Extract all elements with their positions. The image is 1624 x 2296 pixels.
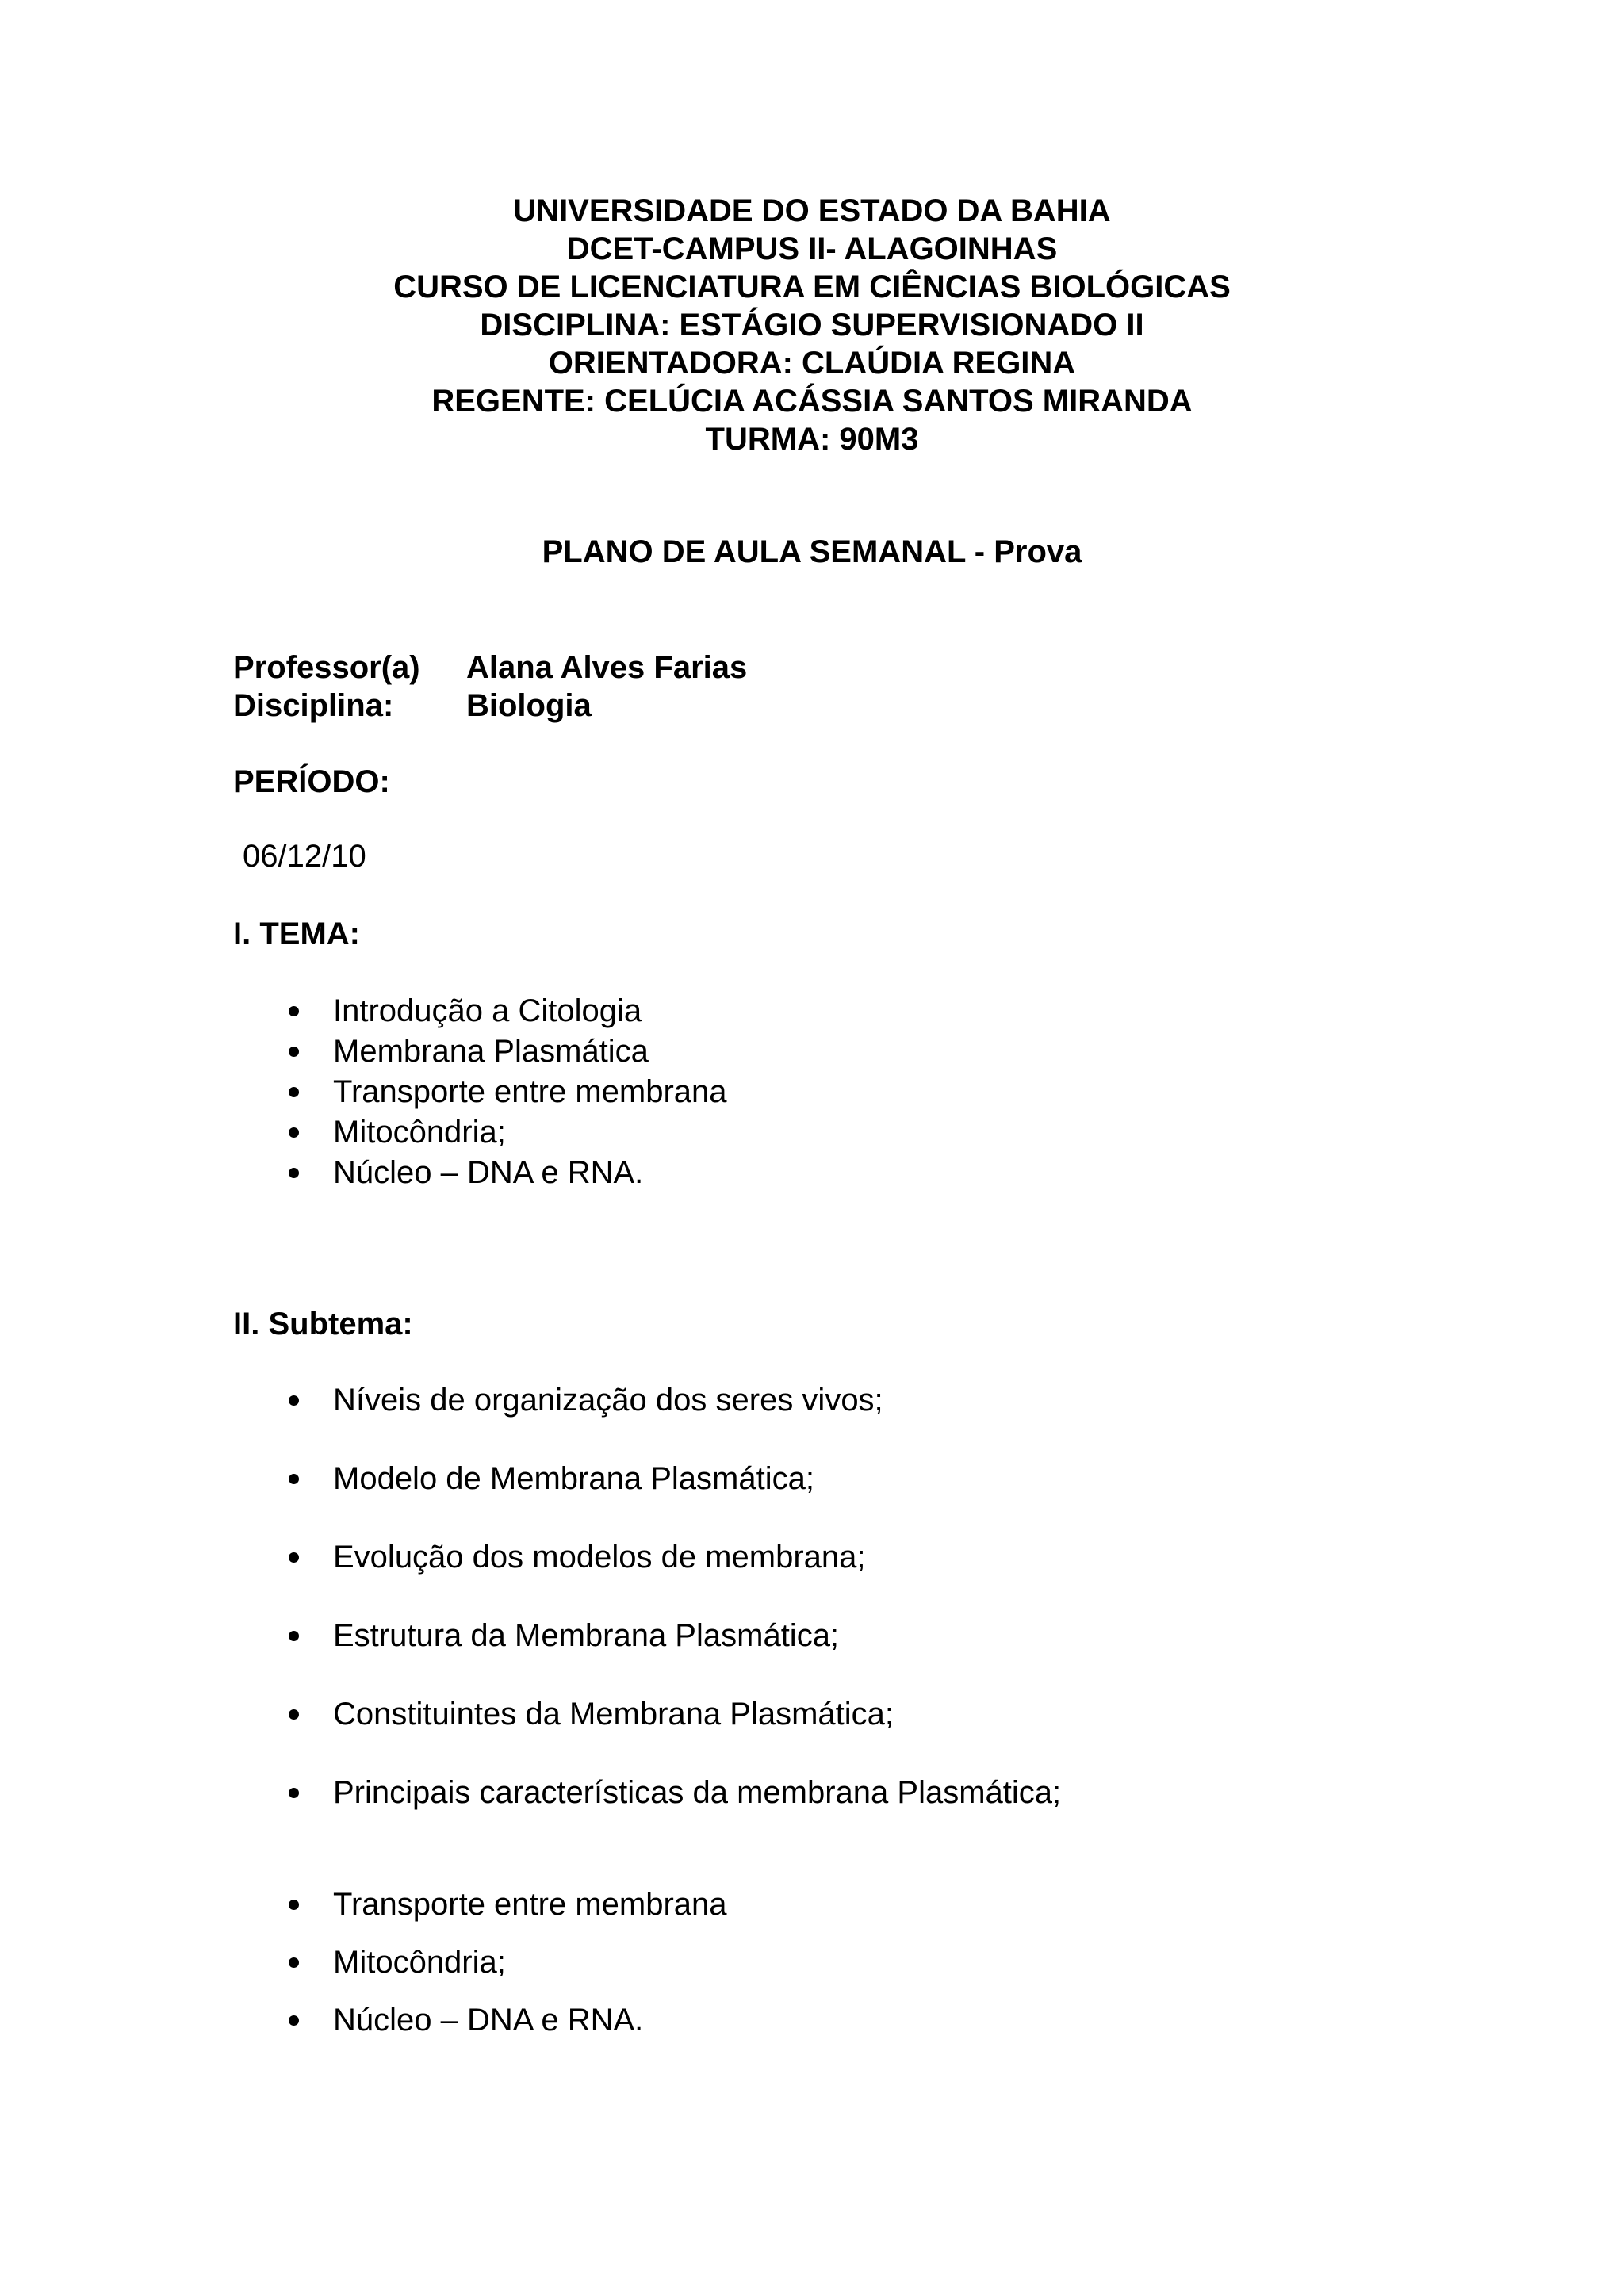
list-item: Transporte entre membrana (0, 1073, 1624, 1111)
professor-row (233, 649, 747, 687)
institution-header (0, 192, 1624, 458)
bullet-icon (289, 1087, 299, 1097)
list-item: Principais características da membrana Plasmática; (0, 1774, 1624, 1812)
list-item: Mitocôndria; (0, 1943, 1624, 1981)
bullet-icon (289, 1957, 299, 1968)
bullet-icon (289, 1900, 299, 1910)
list-item: Membrana Plasmática (0, 1032, 1624, 1070)
header-line-campus: DCET-CAMPUS II- ALAGOINHAS (566, 232, 1058, 266)
bullet-icon (289, 1709, 299, 1720)
header-line-university: UNIVERSIDADE DO ESTADO DA BAHIA (513, 193, 1111, 228)
header-line-course: CURSO DE LICENCIATURA EM CIÊNCIAS BIOLÓGICAS (393, 270, 1231, 304)
subtheme-heading: II. Subtema: (233, 1307, 413, 1341)
list-item: Introdução a Citologia (0, 992, 1624, 1030)
period-date: 06/12/10 (243, 839, 366, 874)
list-item: Mitocôndria; (0, 1113, 1624, 1151)
document-title: PLANO DE AULA SEMANAL - Prova (542, 534, 1082, 569)
bullet-icon (289, 1631, 299, 1641)
list-item: Transporte entre membrana (0, 1885, 1624, 1923)
theme-heading: I. TEMA: (233, 916, 360, 951)
bullet-icon (289, 1395, 299, 1406)
list-item: Estrutura da Membrana Plasmática; (0, 1617, 1624, 1655)
header-line-discipline: DISCIPLINA: ESTÁGIO SUPERVISIONADO II (480, 308, 1144, 342)
bullet-icon (289, 1788, 299, 1798)
list-item: Núcleo – DNA e RNA. (0, 2001, 1624, 2039)
bullet-icon (289, 2015, 299, 2026)
list-item: Núcleo – DNA e RNA. (0, 1154, 1624, 1192)
header-line-advisor: ORIENTADORA: CLAÚDIA REGINA (548, 346, 1076, 381)
header-line-teacher: REGENTE: CELÚCIA ACÁSSIA SANTOS MIRANDA (431, 384, 1193, 419)
bullet-icon (289, 1047, 299, 1057)
bullet-icon (289, 1474, 299, 1484)
discipline-value: Biologia (466, 688, 592, 723)
bullet-icon (289, 1127, 299, 1138)
list-item: Modelo de Membrana Plasmática; (0, 1460, 1624, 1498)
professor-value: Alana Alves Farias (466, 650, 748, 685)
discipline-row (233, 687, 592, 725)
period-heading: PERÍODO: (233, 764, 390, 799)
bullet-icon (289, 1552, 299, 1563)
list-item: Níveis de organização dos seres vivos; (0, 1381, 1624, 1419)
bullet-icon (289, 1006, 299, 1016)
header-line-class: TURMA: 90M3 (705, 422, 919, 457)
list-item: Evolução dos modelos de membrana; (0, 1538, 1624, 1576)
list-item: Constituintes da Membrana Plasmática; (0, 1695, 1624, 1733)
bullet-icon (289, 1168, 299, 1178)
professor-label: Professor(a) (233, 650, 420, 685)
discipline-label: Disciplina: (233, 688, 394, 723)
